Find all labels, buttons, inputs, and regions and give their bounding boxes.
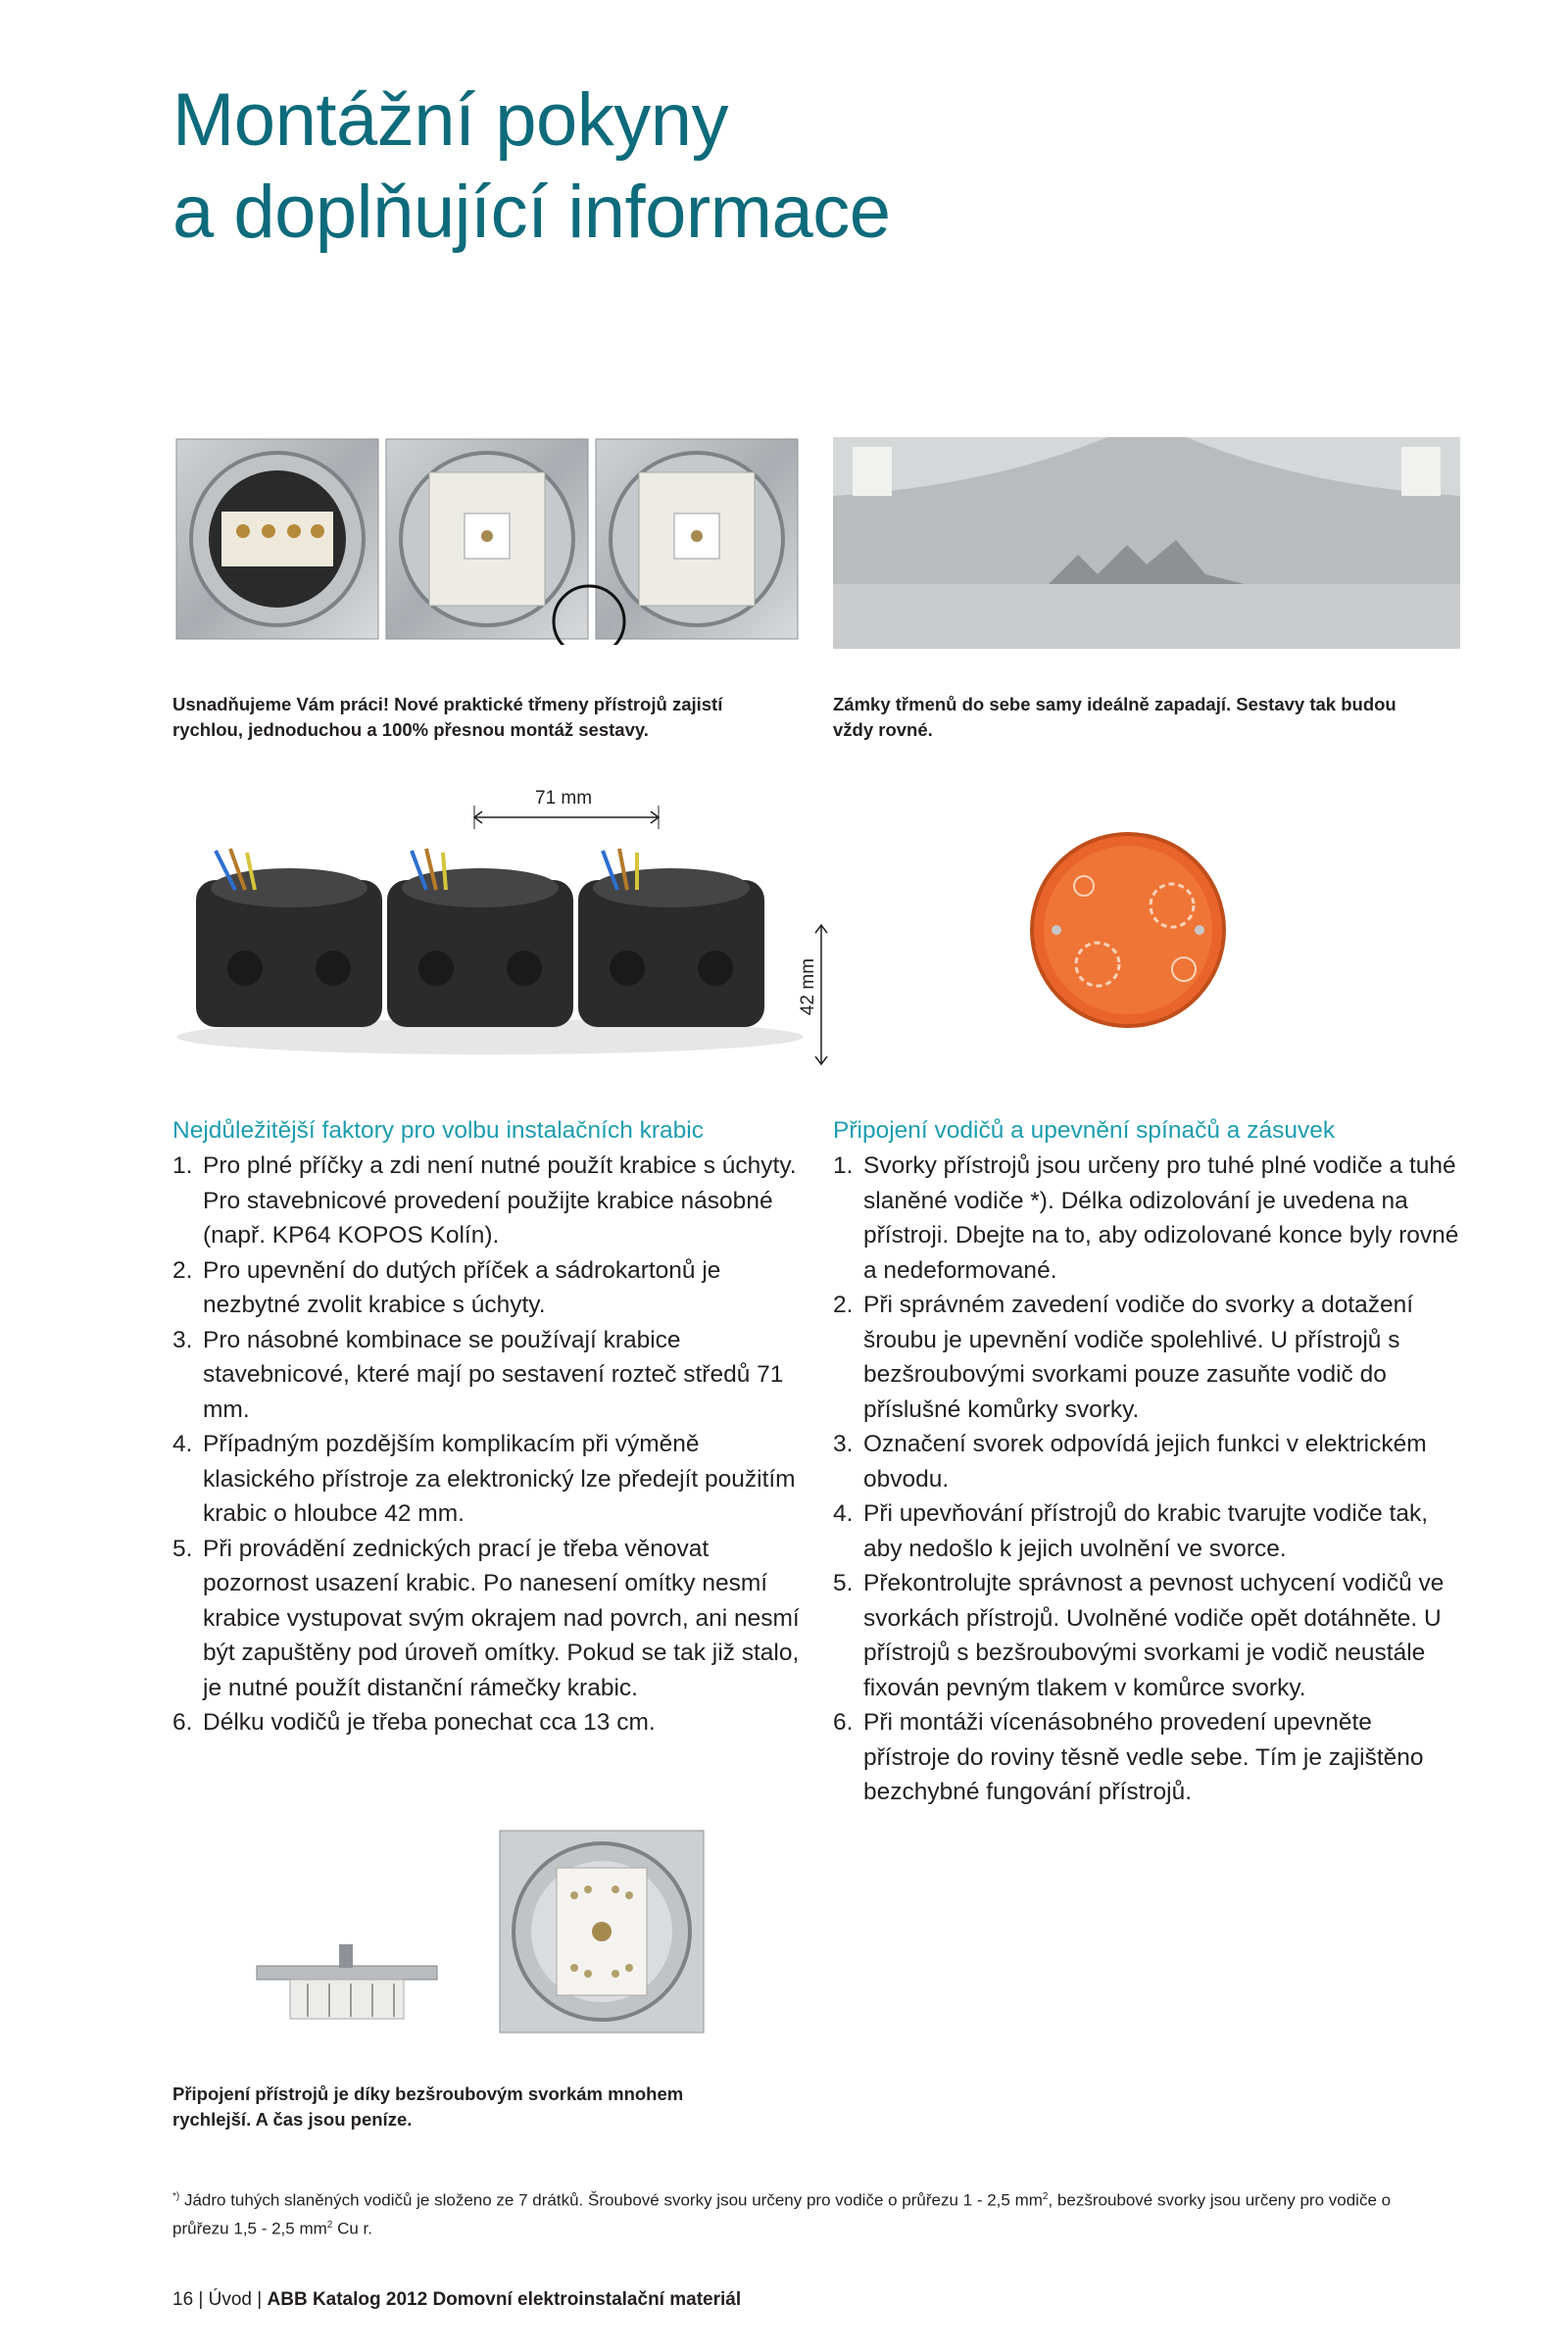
list-item: 6. Délku vodičů je třeba ponechat cca 13 cm. [172,1709,656,1736]
photo-orange-box [1027,827,1229,1033]
page-title [172,74,891,259]
title-line-1: Montážní pokyny [172,78,729,162]
section-installation-boxes [172,1113,804,1740]
list-item: 2. Pro upevnění do dutých příček a sádrokartonů je nezbytné zvolit krabice s úchyty. [172,1256,721,1318]
list-item: 4. Při upevňování přístrojů do krabic tvarujte vodiče tak, aby nedošlo k jejich uvolnění ve svorce. [833,1500,1429,1562]
list-item: 3. Označení svorek odpovídá jejich funkci v elektrickém obvodu. [833,1431,1427,1493]
list-item: 2. Při správném zavedení vodiče do svorky a dotažení šroubu je upevnění vodiče spolehlivé. U přístrojů s bezšroubovými svorkami pouze zasuňte vodič do příslušné komůrky svorky. [833,1292,1414,1423]
section-wiring [833,1113,1460,1810]
photo-installation-boxes [176,841,827,1056]
title-line-2: a doplňující informace [172,171,891,254]
installation-boxes-list [172,1149,804,1740]
wiring-list [833,1149,1460,1810]
photo-frame-locks [833,437,1460,649]
list-item: 6. Při montáži vícenásobného provedení upevněte přístroje do roviny těsně vedle sebe. Tím je zajištěno bezchybné fungování přístrojů. [833,1709,1424,1805]
list-item: 4. Případným pozdějším komplikacím při výměně klasického přístroje za elektronický lze předejít použitím krabic o hloubce 42 mm. [172,1431,796,1527]
list-item: 1. Svorky přístrojů jsou určeny pro tuhé plné vodiče a tuhé slaněné vodiče *). Délka odizolování je uvedena na přístroji. Dbejte na to, aby odizolované konce byly rovné a nedeformované. [833,1152,1459,1284]
list-item: 5. Při provádění zednických prací je třeba věnovat pozornost usazení krabic. Po nanesení omítky nesmí krabice vystupovat svým okrajem nad povrch, ani nesmí být zapuštěny pod úroveň omítky. Pokud se tak již stalo, je nutné použít distanční rámečky krabic. [172,1535,800,1701]
list-item: 1. Pro plné příčky a zdi není nutné použít krabice s úchyty. Pro stavebnicové provedení použijte krabice násobné (např. KP64 KOPOS Kolín). [172,1152,797,1249]
section-wiring-heading: Připojení vodičů a upevnění spínačů a zásuvek [833,1117,1336,1144]
list-item: 5. Překontrolujte správnost a pevnost uchycení vodičů ve svorkách přístrojů. Uvolněné vodiče opět dotáhněte. U přístrojů s bezšroubovými svorkami je vodič neustále fixován pevným tlakem v komůrce svorky. [833,1570,1445,1701]
footnote: *) Jádro tuhých slaněných vodičů je složeno ze 7 drátků. Šroubové svorky jsou určeny pro vodiče o průřezu 1 - 2,5 $mm^2$, bezšroubové svorky jsou určeny pro vodiče o průřezu 1,5 - 2,5 $mm^2$ Cu r. [172,2190,1392,2238]
footer-catalog: ABB Katalog 2012 Domovní elektroinstalační materiál [267,2289,742,2310]
footnote-marker: *) [172,2191,180,2202]
section-installation-boxes-heading: Nejdůležitější faktory pro volbu instalačních krabic [172,1117,704,1144]
dimension-width-line [470,806,662,829]
list-item: 3. Pro násobné kombinace se používají krabice stavebnicové, které mají po sestavení rozteč středů 71 mm. [172,1326,784,1423]
photo-screwless-terminal-front [498,1829,706,2034]
photo-screwless-terminal-side [251,1938,443,2036]
footer-section: Úvod [208,2289,252,2310]
page-number: 16 [172,2289,194,2310]
caption-frame-locks: Zámky třmenů do sebe samy ideálně zapadají. Sestavy tak budou vždy rovné. [833,694,1396,740]
dimension-width-label: 71 mm [535,788,593,808]
dimension-depth-label: 42 mm [798,957,819,1016]
page-footer: 16 | Úvod | ABB Katalog 2012 Domovní elektroinstalační materiál [172,2289,742,2310]
caption-mounting-frames: Usnadňujeme Vám práci! Nové praktické třmeny přístrojů zajistí rychlou, jednoduchou a 100% přesnou montáž sestavy. [172,694,723,740]
photo-mounting-frames [172,433,806,645]
caption-screwless-terminals: Připojení přístrojů je díky bezšroubovým svorkám mnohem rychlejší. A čas jsou peníze. [172,2083,684,2130]
